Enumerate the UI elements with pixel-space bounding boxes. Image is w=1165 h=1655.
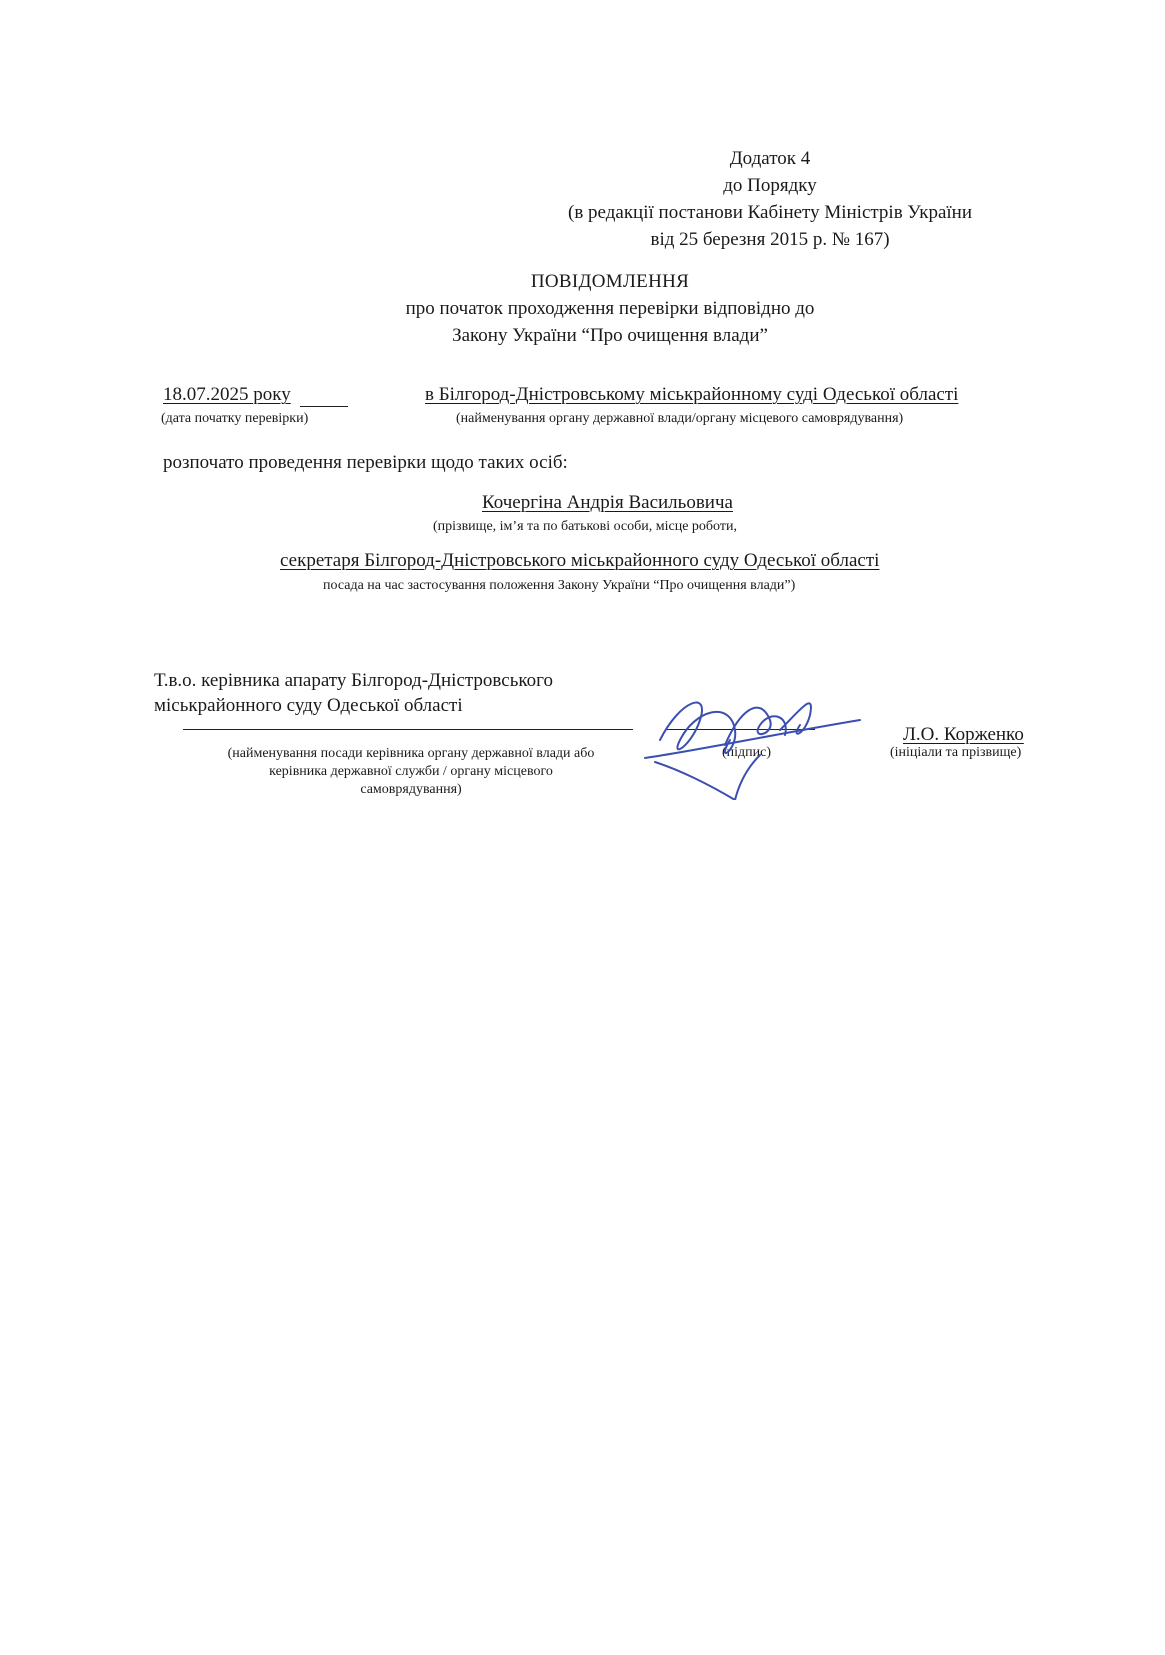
notice-subtitle-1: про початок проходження перевірки відповідно до [405,298,815,319]
annex-line-3: (в редакції постанови Кабінету Міністрів України [568,202,972,223]
notice-title-block [330,268,890,349]
annex-line-2: до Порядку [723,175,817,196]
signer-title-caption [171,745,651,799]
notice-subtitle-2: Закону України “Про очищення влади” [452,325,768,346]
annex-header [520,145,1020,253]
signature-caption: (підпис) [722,745,772,760]
person-position: секретаря Білгород-Дністровського міськрайонного суду Одеської області [280,550,880,571]
signer-name: Л.О. Корженко [903,724,1024,745]
start-date-caption: (дата початку перевірки) [161,411,309,426]
person-name-caption: (прізвище, ім’я та по батькові особи, місце роботи, [433,519,737,534]
person-name: Кочергіна Андрія Васильовича [482,492,733,513]
signer-title-line [183,729,633,730]
notice-title: ПОВІДОМЛЕННЯ [530,271,690,292]
annex-line-4: від 25 березня 2015 р. № 167) [650,229,890,250]
signer-name-caption: (ініціали та прізвище) [890,745,1022,760]
signer-title-caption-1: (найменування посади керівника органу державної влади або [227,746,595,761]
person-position-caption: посада на час застосування положення Закону України “Про очищення влади”) [323,578,796,593]
signer-title-caption-2: керівника державної служби / органу місцевого [269,764,553,779]
handwritten-signature [640,670,870,800]
date-underline-tail [300,406,348,407]
start-date: 18.07.2025 року [163,384,291,405]
signer-title-1: Т.в.о. керівника апарату Білгород-Дністровського [154,670,553,691]
signer-title-caption-3: самоврядування) [360,782,462,797]
intro-text: розпочато проведення перевірки щодо таких осіб: [163,452,568,473]
annex-line-1: Додаток 4 [729,148,811,169]
inspecting-body-caption: (найменування органу державної влади/органу місцевого самоврядування) [456,411,904,426]
inspecting-body: в Білгород-Дністровському міськрайонному суді Одеської області [425,384,959,405]
signer-title-2: міськрайонного суду Одеської області [154,695,463,716]
